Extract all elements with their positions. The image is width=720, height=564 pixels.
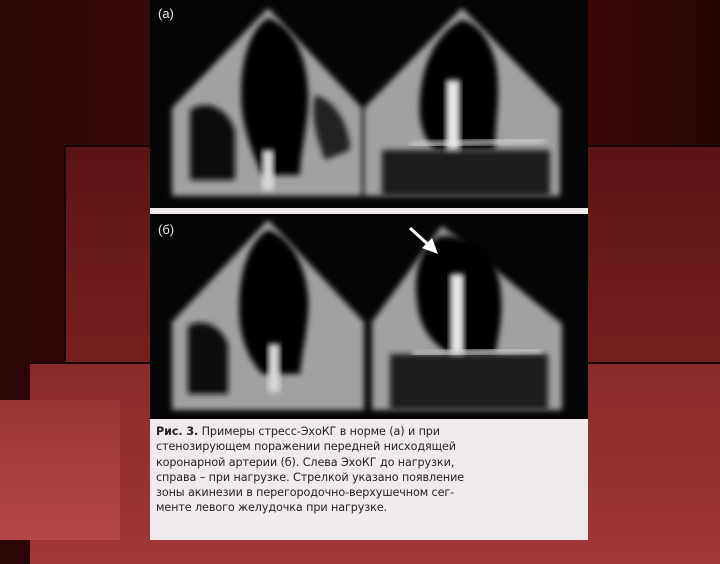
figure-image [150,0,588,540]
slide-background-block [0,400,120,540]
caption-line: справа – при нагрузке. Стрелкой указано появление [156,470,465,484]
caption-line: менте левого желудочка при нагрузке. [156,501,387,515]
echo-image-b [150,214,588,419]
echo-image-a [150,0,588,208]
echo-panel-a [150,0,588,208]
slide-decor-line [584,145,644,147]
figure-caption [156,424,582,516]
caption-line: зоны акинезии в перегородочно-верхушечном сег- [156,486,455,500]
caption-line: стенозирующем поражении передней нисходящей [156,440,456,454]
echo-panel-b [150,214,588,419]
caption-prefix: Рис. 3. [156,425,199,438]
panel-b-label: (б) [158,222,175,237]
panel-a-label: (а) [158,6,174,21]
caption-line: Примеры стресс-ЭхоКГ в норме (а) и при [201,425,440,438]
caption-line: коронарной артерии (б). Слева ЭхоКГ до нагрузки, [156,455,455,469]
